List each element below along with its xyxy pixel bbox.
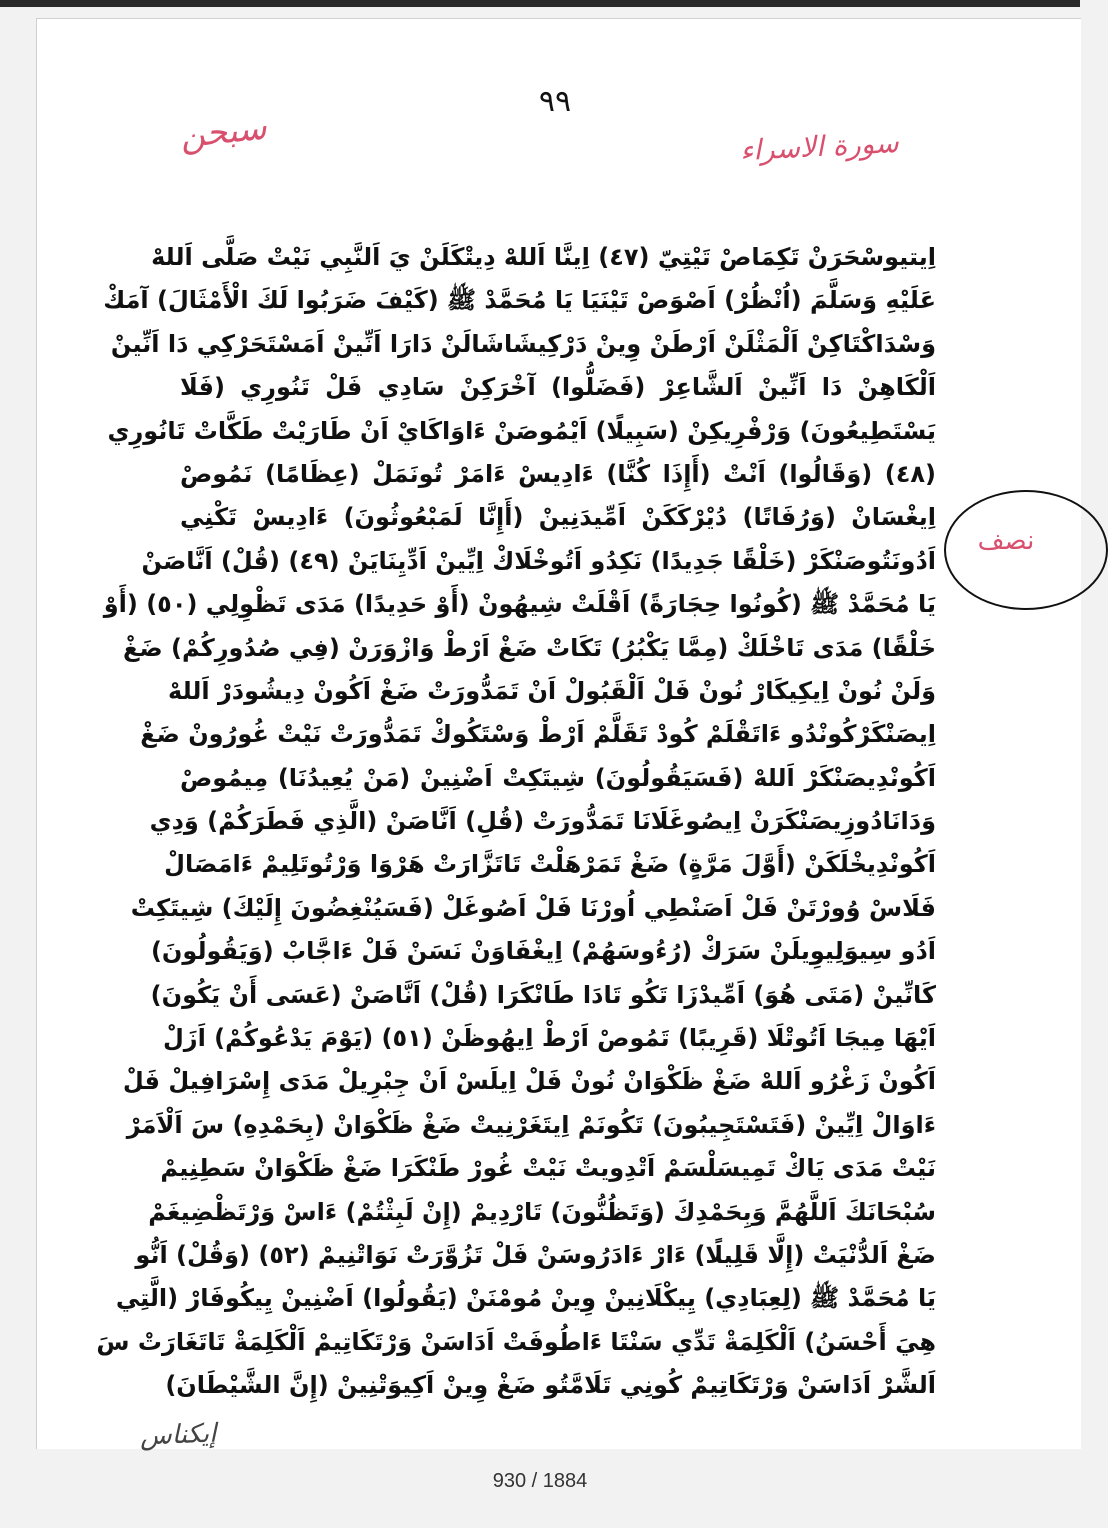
text-line: اِيتيوسْحَرَنْ تَكِمَاصْ تَيْتِيّ (٤٧) اِينَّا اَللهْ دِيتْكَلَنْ يَ اَلنَّبِي نَيْتْ صَلَّى اَللهْ — [151, 243, 936, 271]
text-line: اِيغْسَانْ (وَرُفَاتًا) دُيْرْكَكَنْ اَمِّيدَنِينْ (أَإِنَّا لَمَبْعُوثُونَ) ءَادِيسْ تَكْنِي — [180, 503, 936, 532]
text-line: اِيصَنْكَرْكُونْدُو ءَاتَقْلَمْ كُودْ تَقَلَّمْ اَرْطْ وَسْتَكُوكْ تَمَدُّورَتْ نَيْتْ غُورُونْ ضَغْ — [140, 720, 936, 749]
text-line: اَكُونْ زَغْرُو اَللهْ ضَغْ ظَكْوَانْ نُونْ فَلْ اِيلَسْ اَنْ جِبْرِيلْ مَدَى إِسْرَافِيلْ فَلْ — [122, 1067, 936, 1096]
text-line: اَلْكَاهِنْ دَا اَنِّينْ اَلشَّاعِرْ (فَضَلُّوا) آخْرَكِنْ سَادِي فَلْ تَنُورِي (فَلَا — [180, 373, 936, 402]
text-line: اَدُونَتُوصَنْكَرْ (خَلْقًا جَدِيدًا) نَكِدُو اَتُوخْلَاكْ اِيِّينْ اَدِّيِنَايَنْ (٤٩) (قُلْ) اَنَّاصَنْ — [141, 546, 936, 575]
page-counter: 930 / 1884 — [492, 1470, 588, 1492]
text-line: سُبْحَانَكَ اَللَّهُمَّ وَبِحَمْدِكَ (وَتَظُنُّونَ) تَارْدِيمْ (إِنْ لَبِثْتُمْ) ءَاسْ وَرْتَظْضِيغَمْ — [148, 1197, 936, 1226]
text-line: نَيْتْ مَدَى يَاكْ تَمِيسَلْسَمْ اَتْدِويتْ نَيْتْ غُورْ طَنْكَرَا ضَغْ ظَكْوَانْ سَطِنِيمْ — [160, 1154, 936, 1183]
text-line: اَيْهَا مِيجَا اَتُوتْلَا (قَرِيبًا) تَمُوصْ اَرْطْ اِيهُوظَنْ (٥١) (يَوْمَ يَدْعُوكُمْ) اَزَلْ — [162, 1024, 936, 1053]
top-rule — [0, 0, 1080, 7]
text-line: وَلَنْ نُونْ اِيكِيكَارْ نُونْ فَلْ اَلْقَبُولْ اَنْ تَمَدُّورَتْ ضَغْ اَكُونْ دِيشُودَرْ اَللهْ — [168, 676, 936, 705]
text-line: اَلشَّرْ اَدَاسَنْ وَرْتَكَاتِيمْ كُونِي تَلَامَّتُو ضَغْ وِينْ اَكِيوَتْنِينْ (إِنَّ الشَّيْطَانَ) — [165, 1371, 936, 1400]
text-line: وَدَانَادُوزِيصَنْكَرَنْ اِيصُوغَلَانَا تَمَدُّورَتْ (قُلِ) اَنَّاصَنْ (الَّذِي فَطَرَكُمْ) وَدِي — [149, 807, 936, 836]
text-line: (٤٨) (وَقَالُوا) اَنْتْ (أَإِذَا كُنَّا) ءَادِيسْ ءَامَرْ تُونَمَلْ (عِظَامًا) نَمُوصْ — [180, 459, 936, 488]
text-line: يَا مُحَمَّدْ ﷺ (كُونُوا حِجَارَةً) اَقْلَتْ شِيهُونْ (أَوْ حَدِيدًا) مَدَى تَظْوِلِي (٥٠) (أَوْ — [103, 590, 936, 619]
text-line: هِيَ أَحْسَنُ) اَلْكَلِمَةْ تَدِّي سَنْتَا ءَاطُوفَتْ اَدَاسَنْ وَرْتَكَاتِيمْ اَلْكَلِمَةْ تَاتَغَارَتْ سَ — [96, 1327, 936, 1356]
text-line: يَا مُحَمَّدْ ﷺ (لِعِبَادِي) يِيكْلَانِينْ وِينْ مُومْنَنْ (يَقُولُوا) اَضْنِينْ يِيكُوفَارْ (الَّتِي — [115, 1284, 936, 1313]
text-line: عَلَيْهِ وَسَلَّمَ (اُنْظُرْ) اَصْوَصْ تَيْنَيَا يَا مُحَمَّدْ ﷺ (كَيْفَ ضَرَبُوا لَكَ الْأَمْثَالَ) آمَكْ — [103, 286, 936, 315]
text-line: ءَاوَالْ اِيِّينْ (فَتَسْتَجِيبُونَ) تَكُونَمْ اِيتَغَرْنِيتْ ضَغْ ظَكْوَانْ (بِحَمْدِهِ) سَ اَلْاَمَرْ — [126, 1110, 936, 1139]
circle-note: نصف — [977, 526, 1035, 556]
text-line: اَكُونْدِيخْلَكَنْ (أَوَّلَ مَرَّةٍ) ضَغْ تَمَرْهَلْتْ تَاتَزَّارَتْ هَرْوَا وَرْتُوتَلِيمْ ءَامَصَالْ — [164, 850, 936, 879]
text-line: اَكُونْدِيصَنْكَرْ اَللهْ (فَسَيَقُولُونَ) شِيتَكِتْ اَضْنِينْ (مَنْ يُعِيدُنَا) مِيمُوصْ — [180, 763, 936, 792]
text-line: وَسْدَاكْتَاكِنْ اَلْمَثْلَنْ اَرْطَنْ وِينْ دَرْكِيشَاشَالَنْ دَارَا اَنِّينْ اَمَسْتَحَرْكِي دَا اَنِّينْ — [110, 329, 936, 358]
body-text — [96, 236, 936, 1408]
margin-note-bottom: إيكناس — [139, 1418, 217, 1452]
text-line: يَسْتَطِيعُونَ) وَرْفْرِيكِنْ (سَبِيلًا) اَيْمُوصَنْ ءَاوَاكَايْ اَنْ طَارَيْتْ طَكَّاتْ تَانُورِي — [107, 416, 936, 445]
text-line: اَدُو سِيوَلِيوِيلَنْ سَرَكْ (رُءُوسَهُمْ) اِيغْفَاوَنْ نَسَنْ فَلْ ءَاجَّابْ (وَيَقُولُونَ) — [150, 937, 936, 966]
text-line: خَلْقًا) مَدَى تَاخْلَكْ (مِمَّا يَكْبُرُ) تَكَاتْ ضَغْ اَرْطْ وَازْوَرَنْ (فِي صُدُورِكُمْ) ضَغْ — [123, 633, 936, 662]
text-line: ضَغْ اَلدُّنْيَتْ (إِلَّا قَلِيلًا) ءَارْ ءَادَرُوسَنْ فَلْ تَزُوَّرَتْ نَوَاتْنِيمْ (٥٢) (وَقُلْ) اَنُّو — [135, 1240, 936, 1269]
text-line: كَانِّينْ (مَتَى هُوَ) اَمِّيدْزَا تَكُو تَادَا طَانْكَرَا (قُلْ) اَنَّاصَنْ (عَسَى أَنْ يَكُونَ) — [150, 980, 936, 1009]
page-number: ٩٩ — [538, 84, 572, 119]
margin-note-left: سبحن — [178, 107, 269, 157]
margin-note-right: سورة الاسراء — [739, 125, 900, 168]
text-line: فَلَاسْ وُورْتَنْ فَلْ اَصَنْطِي اُورْنَا فَلْ اَصُوغَلْ (فَسَيُنْغِضُونَ إِلَيْكَ) شِيتَكِتْ — [130, 893, 936, 922]
